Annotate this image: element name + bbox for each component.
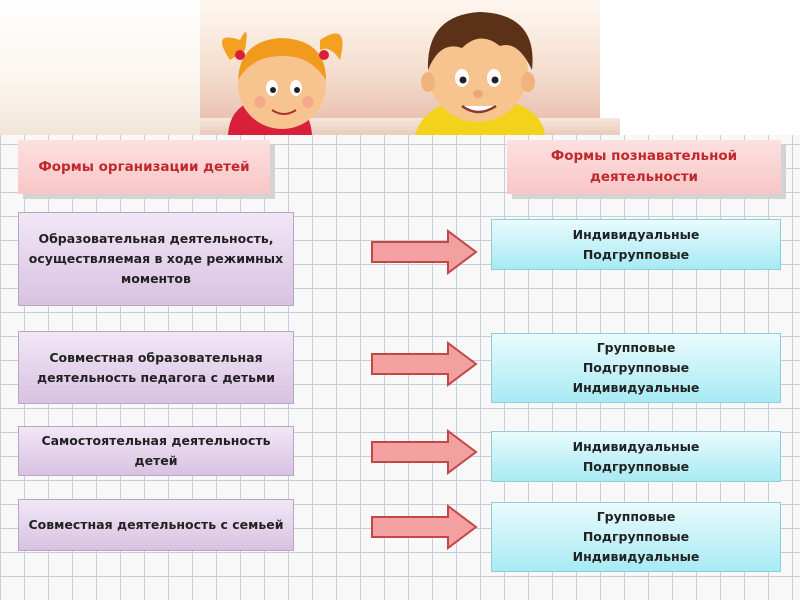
organization-form-3 xyxy=(18,426,294,476)
organization-form-4-text: Совместная деятельность с семьей xyxy=(28,517,284,532)
cognitive-form-2-item-2: Подгрупповые xyxy=(582,360,690,375)
children-illustration xyxy=(200,0,620,135)
right-column-header xyxy=(507,140,781,194)
right-column-header-text: Формы познавательной деятельности xyxy=(550,148,738,185)
left-column-header-text: Формы организации детей xyxy=(38,158,250,175)
cognitive-form-2-item-3: Индивидуальные xyxy=(572,380,700,395)
arrow-right-icon xyxy=(370,504,480,550)
cognitive-form-3 xyxy=(491,431,781,482)
arrow-right-icon xyxy=(370,229,480,275)
header-white-panel xyxy=(600,0,800,135)
cognitive-form-2-item-1: Групповые xyxy=(596,340,676,355)
cognitive-form-2 xyxy=(491,333,781,403)
organization-form-1 xyxy=(18,212,294,306)
cognitive-form-4-item-2: Подгрупповые xyxy=(582,529,690,544)
cognitive-form-1 xyxy=(491,219,781,270)
cognitive-form-1-item-1: Индивидуальные xyxy=(572,226,700,242)
organization-form-2 xyxy=(18,331,294,404)
organization-form-2-text: Совместная образовательная деятельность педагога с детьми xyxy=(36,349,276,385)
girl-figure xyxy=(222,32,343,135)
cognitive-form-4-item-3: Индивидуальные xyxy=(572,549,700,564)
cognitive-form-3-item-2: Подгрупповые xyxy=(582,458,690,474)
cognitive-form-1-item-2: Подгрупповые xyxy=(582,246,690,262)
boy-figure xyxy=(415,12,545,135)
organization-form-4 xyxy=(18,499,294,551)
arrow-right-icon xyxy=(370,341,480,387)
cognitive-form-4 xyxy=(491,502,781,572)
arrow-right-icon xyxy=(370,429,480,475)
organization-form-3-text: Самостоятельная деятельность детей xyxy=(41,433,271,468)
left-column-header xyxy=(18,140,270,194)
cognitive-form-4-item-1: Групповые xyxy=(596,509,676,524)
cognitive-form-3-item-1: Индивидуальные xyxy=(572,438,700,454)
organization-form-1-text: Образовательная деятельность, осуществляемая в ходе режимных моментов xyxy=(28,231,284,286)
header-illustration xyxy=(0,0,800,135)
